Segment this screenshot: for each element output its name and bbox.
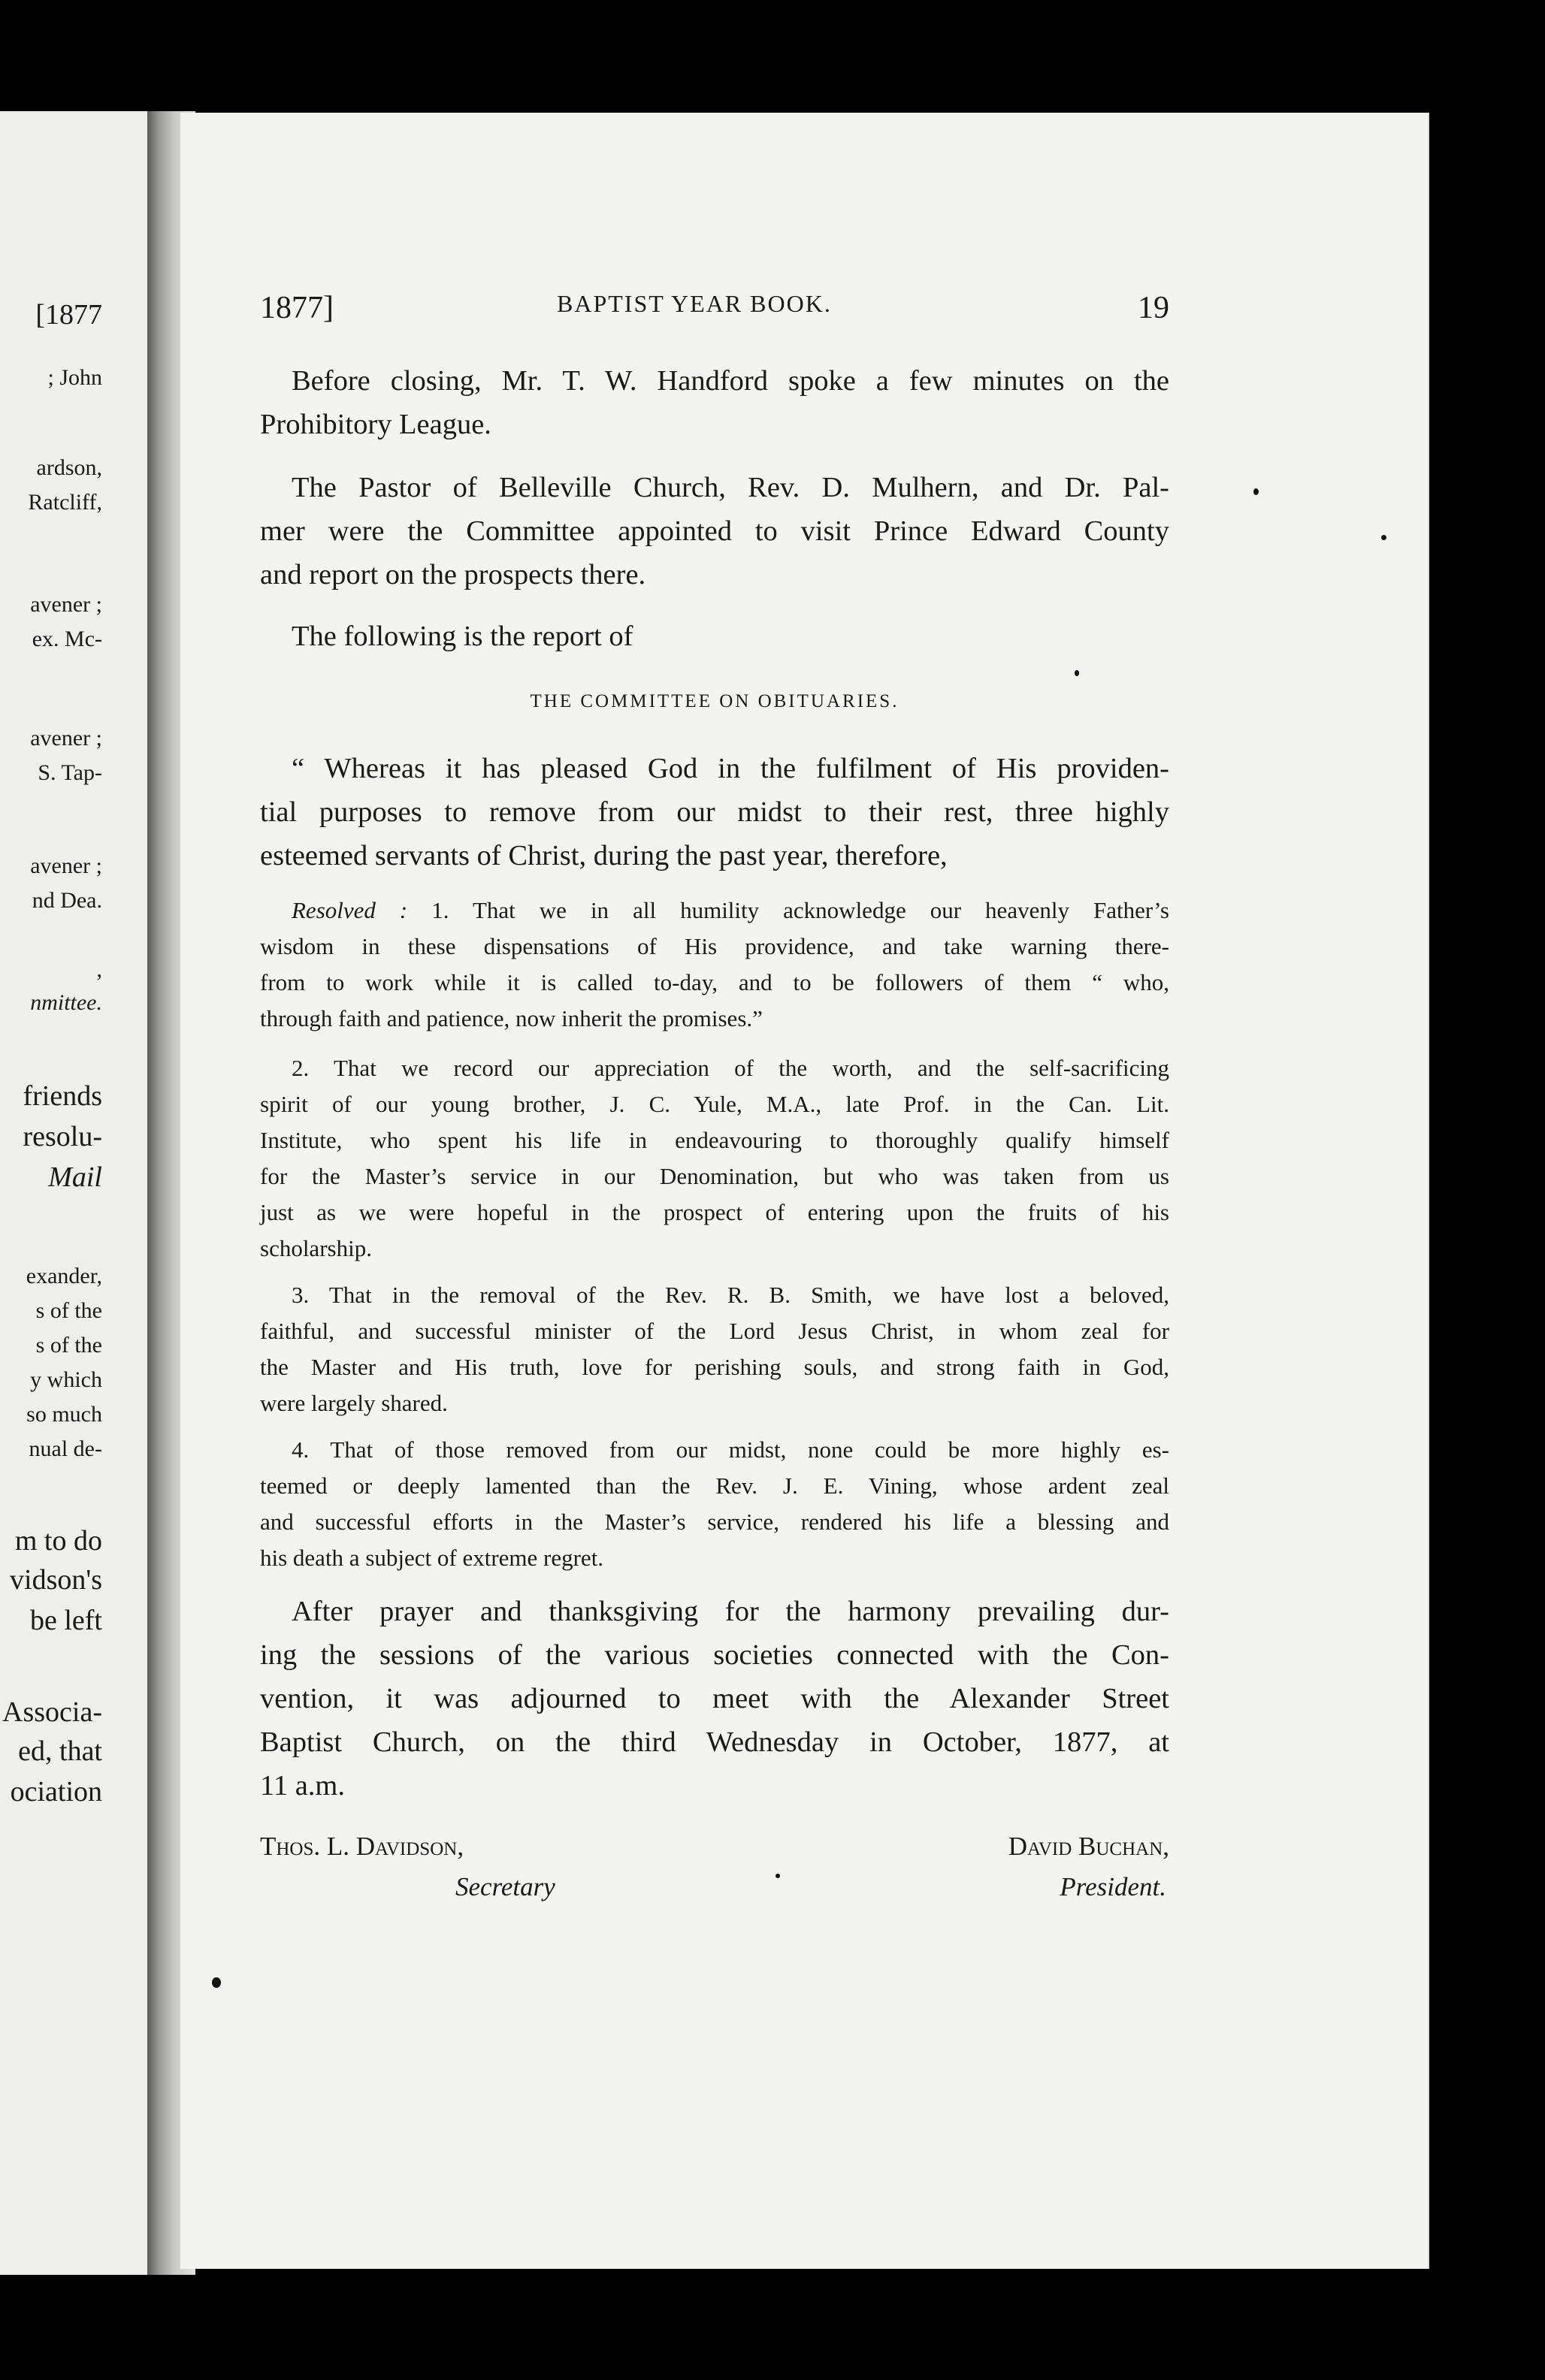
left-line: s of the — [35, 1333, 102, 1358]
left-line: ; John — [47, 365, 102, 390]
page-number: 19 — [1138, 291, 1169, 325]
left-line: so much — [26, 1402, 102, 1427]
secretary-name: Thos. L. Davidson, — [260, 1832, 464, 1861]
paragraph-committee-visit — [260, 466, 1169, 597]
text-line: Resolved : 1. That we in all humility acknowledge our heavenly Father’s — [292, 897, 1169, 923]
president-name: David Buchan, — [1008, 1832, 1169, 1861]
left-line: exander, — [26, 1264, 102, 1288]
left-line: ociation — [10, 1776, 102, 1808]
text-line: The Pastor of Belleville Church, Rev. D. Mulhern, and Dr. Pal- — [292, 472, 1169, 503]
text-line: Baptist Church, on the third Wednesday in October, 1877, at — [260, 1726, 1169, 1758]
section-heading: THE COMMITTEE ON OBITUARIES. — [530, 691, 899, 711]
scan-speck — [776, 1874, 780, 1878]
text-line: ing the sessions of the various societies connected with the Con- — [260, 1639, 1169, 1671]
left-line: s of the — [35, 1298, 102, 1323]
left-line: nd Dea. — [32, 888, 102, 913]
text-line: and report on the prospects there. — [260, 559, 646, 590]
left-line: avener ; — [30, 592, 102, 617]
left-line: S. Tap- — [38, 760, 102, 785]
resolution-2 — [260, 1050, 1169, 1267]
paragraph-report-intro — [260, 615, 1169, 658]
text-line: Prohibitory League. — [260, 409, 491, 440]
text-line: from to work while it is called to-day, and to be followers of them “ who, — [260, 969, 1169, 995]
secretary-title: Secretary — [455, 1872, 555, 1901]
resolution-1 — [260, 892, 1169, 1037]
scan-speck — [1075, 670, 1079, 676]
text-line: “ Whereas it has pleased God in the fulfilment of His providen- — [292, 753, 1169, 784]
text-line: 3. That in the removal of the Rev. R. B. Smith, we have lost a beloved, — [292, 1282, 1169, 1308]
left-line: friends — [23, 1080, 102, 1112]
left-line: ex. Mc- — [32, 627, 102, 651]
text-line: vention, it was adjourned to meet with the Alexander Street — [260, 1683, 1169, 1714]
text-line: were largely shared. — [260, 1390, 448, 1416]
left-line: be left — [29, 1605, 102, 1636]
text-line: 2. That we record our appreciation of the worth, and the self-sacrificing — [292, 1055, 1169, 1081]
previous-page-fragment — [0, 111, 159, 2275]
left-line: nmittee. — [30, 990, 102, 1015]
running-header — [260, 290, 1169, 328]
left-line: Mail — [48, 1161, 102, 1193]
scan-speck — [1381, 535, 1386, 540]
left-line: , — [96, 957, 102, 982]
left-line: ardson, — [36, 455, 102, 480]
text-line: Institute, who spent his life in endeavouring to thoroughly qualify himself — [260, 1127, 1169, 1153]
resolution-3 — [260, 1277, 1169, 1421]
text-line: his death a subject of extreme regret. — [260, 1545, 604, 1571]
text-line: just as we were hopeful in the prospect of entering upon the fruits of his — [260, 1199, 1169, 1225]
text-line: esteemed servants of Christ, during the past year, therefore, — [260, 840, 948, 871]
text-line: 4. That of those removed from our midst, none could be more highly es- — [292, 1436, 1169, 1463]
header-year: 1877] — [260, 291, 334, 325]
left-line: avener ; — [30, 726, 102, 751]
paragraph-prohibitory-league — [260, 359, 1169, 446]
paragraph-whereas — [260, 747, 1169, 877]
text-line: tial purposes to remove from our midst to their rest, three highly — [260, 796, 1169, 828]
text-line: and successful efforts in the Master’s service, rendered his life a blessing and — [260, 1509, 1169, 1535]
header-title: BAPTIST YEAR BOOK. — [557, 290, 832, 317]
text-line: wisdom in these dispensations of His providence, and take warning there- — [260, 933, 1169, 959]
text-line: 11 a.m. — [260, 1770, 345, 1802]
left-line: resolu- — [23, 1121, 102, 1152]
text-line: through faith and patience, now inherit the promises.” — [260, 1005, 763, 1031]
president-title: President. — [1060, 1872, 1166, 1901]
left-line: vidson's — [10, 1564, 102, 1596]
left-line: nual de- — [29, 1436, 102, 1461]
left-line: avener ; — [30, 853, 102, 878]
left-line: Ratcliff, — [28, 490, 102, 515]
left-line: ed, that — [18, 1735, 102, 1767]
text-line: scholarship. — [260, 1235, 372, 1261]
left-line: m to do — [14, 1525, 102, 1557]
left-line: [1877 — [35, 299, 102, 331]
text-line: teemed or deeply lamented than the Rev. J. E. Vining, whose ardent zeal — [260, 1472, 1169, 1499]
scan-speck — [1253, 488, 1259, 495]
left-line: y which — [30, 1367, 102, 1392]
text-line: After prayer and thanksgiving for the harmony prevailing dur- — [292, 1596, 1169, 1627]
text-line: Before closing, Mr. T. W. Handford spoke a few minutes on the — [292, 365, 1169, 397]
text-line: mer were the Committee appointed to visit Prince Edward County — [260, 515, 1169, 547]
text-line: the Master and His truth, love for perishing souls, and strong faith in God, — [260, 1354, 1169, 1380]
text-line: for the Master’s service in our Denomination, but who was taken from us — [260, 1163, 1169, 1189]
resolution-4 — [260, 1432, 1169, 1576]
text-line: faithful, and successful minister of the Lord Jesus Christ, in whom zeal for — [260, 1318, 1169, 1344]
paragraph-closing — [260, 1590, 1169, 1808]
scan-speck — [212, 1977, 221, 1988]
left-line: Associa- — [2, 1696, 102, 1728]
text-line: The following is the report of — [292, 621, 633, 652]
text-line: spirit of our young brother, J. C. Yule, M.A., late Prof. in the Can. Lit. — [260, 1091, 1169, 1117]
resolved-label: Resolved : — [292, 897, 408, 923]
